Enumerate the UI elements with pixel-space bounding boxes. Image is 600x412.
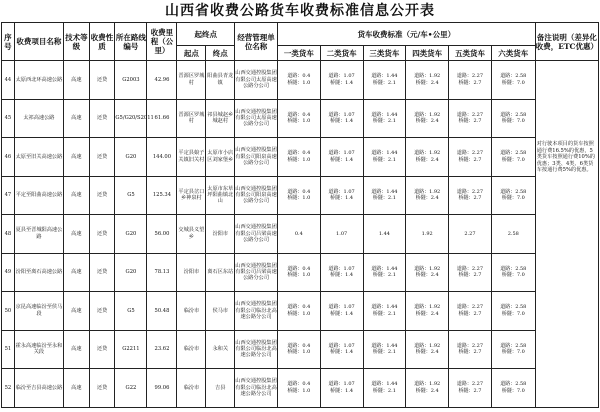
cell-fee-class-5 <box>449 138 492 177</box>
fee-road: 道路：0.4 <box>287 111 311 118</box>
cell-route: G5 <box>115 292 147 331</box>
fee-bridge: 桥隧：2.4 <box>415 156 439 163</box>
cell-fee-class-5 <box>449 61 492 100</box>
fee-road: 道路：2.27 <box>456 304 484 311</box>
fee-bridge: 桥隧：7.0 <box>501 310 525 317</box>
cell-fee-class-5 <box>449 99 492 138</box>
fee-road: 道路：1.07 <box>328 265 355 272</box>
fee-bridge: 桥隧：1.0 <box>287 272 311 279</box>
cell-fee-class-4 <box>406 138 449 177</box>
fee-bridge: 桥隧：1.0 <box>287 118 311 125</box>
fee-bridge: 桥隧：2.1 <box>372 272 396 279</box>
cell-start: 临汾市 <box>177 330 206 369</box>
fee-bridge: 桥隧：2.4 <box>415 195 439 202</box>
cell-mileage: 144.00 <box>147 138 177 177</box>
cell-route: G22 <box>115 369 147 408</box>
fee-road: 道路：2.27 <box>456 73 484 80</box>
fee-bridge: 桥隧：2.7 <box>458 349 482 356</box>
cell-fee-class-5 <box>449 292 492 331</box>
fee-road: 道路：1.07 <box>328 73 355 80</box>
cell-fee-class-3 <box>363 330 406 369</box>
cell-fee-class-2 <box>320 253 363 292</box>
fee-road: 道路：2.27 <box>456 265 484 272</box>
cell-fee-class-4 <box>406 330 449 369</box>
cell-project: 汾阳至离石高速公路 <box>14 253 63 292</box>
fee-bridge: 桥隧：1.4 <box>330 156 354 163</box>
fee-road: 0.4 <box>294 230 303 237</box>
cell-manager: 山西交通控股集团有限公司太原高速公路分公司 <box>235 61 278 100</box>
fee-road: 道路：1.44 <box>371 73 398 80</box>
fee-road: 道路：2.27 <box>456 381 484 388</box>
cell-no: 52 <box>2 369 15 408</box>
fee-bridge: 桥隧：1.0 <box>287 349 311 356</box>
cell-mileage: 99.06 <box>147 369 177 408</box>
cell-fee-class-4 <box>406 292 449 331</box>
fee-road: 道路：1.07 <box>328 111 355 118</box>
cell-grade: 高速 <box>64 215 90 254</box>
fee-road: 道路：1.07 <box>328 188 355 195</box>
fee-road: 道路：1.07 <box>328 304 355 311</box>
cell-fee-class-5 <box>449 330 492 369</box>
cell-fee-class-1 <box>277 369 320 408</box>
cell-fee-class-6 <box>491 138 535 177</box>
header-end: 终点 <box>206 46 235 61</box>
cell-project: 太原西北环高速公路 <box>14 61 63 100</box>
fee-bridge: 桥隧：2.7 <box>458 272 482 279</box>
cell-end: 吉县 <box>206 369 235 408</box>
fee-road: 道路：0.4 <box>287 188 311 195</box>
cell-end: 离石区东站 <box>206 253 235 292</box>
fee-bridge: 桥隧：2.7 <box>458 79 482 86</box>
fee-road: 道路：2.27 <box>456 111 484 118</box>
cell-mileage: 78.13 <box>147 253 177 292</box>
fee-bridge: 桥隧：2.7 <box>458 118 482 125</box>
fee-bridge: 桥隧：2.4 <box>415 387 439 394</box>
cell-no: 47 <box>2 176 15 215</box>
fee-road: 1.92 <box>421 230 433 237</box>
cell-fee-class-3 <box>363 138 406 177</box>
fee-road: 道路：1.92 <box>414 381 441 388</box>
cell-mileage: 23.62 <box>147 330 177 369</box>
header-no: 序号 <box>2 23 15 61</box>
header-manager: 经营管理单位名称 <box>235 23 278 61</box>
fee-road: 2.27 <box>464 230 476 237</box>
cell-fee-class-6 <box>491 369 535 408</box>
cell-project: 太祁高速公路 <box>14 99 63 138</box>
fee-bridge: 桥隧：2.7 <box>458 195 482 202</box>
fee-bridge: 桥隧：2.1 <box>372 349 396 356</box>
cell-manager: 山西交通控股集团有限公司太原高速公路分公司 <box>235 99 278 138</box>
cell-route: G20 <box>115 138 147 177</box>
cell-fee-class-2 <box>320 138 363 177</box>
fee-road: 道路：1.07 <box>328 342 355 349</box>
cell-fee-class-3 <box>363 253 406 292</box>
fee-road: 道路：1.44 <box>371 381 398 388</box>
fee-road: 道路：2.27 <box>456 188 484 195</box>
fee-bridge: 桥隧：7.0 <box>501 156 525 163</box>
fee-table <box>1 22 599 408</box>
fee-road: 道路：2.58 <box>500 342 527 349</box>
header-class-5: 五类货车 <box>449 46 492 61</box>
cell-fee-class-2 <box>320 369 363 408</box>
fee-bridge: 桥隧：1.0 <box>287 387 311 394</box>
cell-fee-class-4 <box>406 215 449 254</box>
cell-fee-class-2 <box>320 330 363 369</box>
cell-fee-class-2 <box>320 176 363 215</box>
cell-fee-class-4 <box>406 253 449 292</box>
fee-bridge: 桥隧：2.7 <box>458 387 482 394</box>
fee-bridge: 桥隧：1.4 <box>330 310 354 317</box>
cell-mileage: 50.48 <box>147 292 177 331</box>
cell-nature: 还贷 <box>89 292 115 331</box>
header-class-6: 六类货车 <box>491 46 535 61</box>
fee-road: 道路：2.58 <box>500 150 527 157</box>
cell-nature: 还贷 <box>89 176 115 215</box>
fee-bridge: 桥隧：2.1 <box>372 118 396 125</box>
fee-bridge: 桥隧：7.0 <box>501 272 525 279</box>
cell-route: G2211 <box>115 330 147 369</box>
cell-end: 汾阳市 <box>206 215 235 254</box>
fee-road: 道路：1.44 <box>371 111 398 118</box>
fee-road: 道路：2.58 <box>500 265 527 272</box>
cell-fee-class-4 <box>406 99 449 138</box>
cell-fee-class-2 <box>320 215 363 254</box>
header-remarks: 备注说明（差异化收费，ETC优惠） <box>535 23 598 61</box>
cell-nature: 还贷 <box>89 330 115 369</box>
cell-no: 46 <box>2 138 15 177</box>
cell-end: 太原市小店区刘家堡乡 <box>206 138 235 177</box>
cell-fee-class-3 <box>363 99 406 138</box>
cell-end: 永和关 <box>206 330 235 369</box>
fee-road: 道路：1.92 <box>414 188 441 195</box>
cell-no: 51 <box>2 330 15 369</box>
fee-road: 道路：1.44 <box>371 265 398 272</box>
cell-route: G2003 <box>115 61 147 100</box>
cell-fee-class-4 <box>406 61 449 100</box>
header-class-4: 四类货车 <box>406 46 449 61</box>
cell-manager: 山西交通控股集团有限公司阳泉高速公路分公司 <box>235 138 278 177</box>
fee-road: 道路：1.92 <box>414 265 441 272</box>
cell-no: 45 <box>2 99 15 138</box>
cell-start: 汾阳市 <box>177 253 206 292</box>
cell-grade: 高速 <box>64 292 90 331</box>
fee-road: 道路：1.92 <box>414 150 441 157</box>
fee-road: 道路：2.58 <box>500 73 527 80</box>
fee-road: 道路：0.4 <box>287 150 311 157</box>
table-row <box>2 253 599 292</box>
header-class-1: 一类货车 <box>277 46 320 61</box>
fee-road: 道路：0.4 <box>287 304 311 311</box>
table-row <box>2 292 599 331</box>
header-standard: 货车收费标准（元/车•公里） <box>277 23 535 46</box>
cell-fee-class-6 <box>491 61 535 100</box>
cell-end: 侯马市 <box>206 292 235 331</box>
cell-fee-class-3 <box>363 176 406 215</box>
header-start: 起点 <box>177 46 206 61</box>
cell-fee-class-3 <box>363 215 406 254</box>
cell-route: G5/G20/S2011 <box>115 99 147 138</box>
cell-no: 48 <box>2 215 15 254</box>
cell-grade: 高速 <box>64 253 90 292</box>
cell-fee-class-3 <box>363 61 406 100</box>
cell-route: G20 <box>115 253 147 292</box>
fee-road: 道路：1.44 <box>371 150 398 157</box>
cell-grade: 高速 <box>64 138 90 177</box>
header-class-2: 二类货车 <box>320 46 363 61</box>
cell-fee-class-3 <box>363 292 406 331</box>
fee-bridge: 桥隧：1.0 <box>287 310 311 317</box>
cell-fee-class-6 <box>491 215 535 254</box>
fee-road: 道路：2.58 <box>500 111 527 118</box>
fee-bridge: 桥隧：2.1 <box>372 156 396 163</box>
header-class-3: 三类货车 <box>363 46 406 61</box>
cell-fee-class-6 <box>491 253 535 292</box>
cell-nature: 还贷 <box>89 99 115 138</box>
cell-fee-class-5 <box>449 369 492 408</box>
fee-bridge: 桥隧：1.4 <box>330 272 354 279</box>
cell-start: 临汾市 <box>177 292 206 331</box>
cell-fee-class-1 <box>277 61 320 100</box>
fee-bridge: 桥隧：7.0 <box>501 79 525 86</box>
header-route: 所在路线编号 <box>115 23 147 61</box>
cell-fee-class-3 <box>363 369 406 408</box>
fee-bridge: 桥隧：7.0 <box>501 349 525 356</box>
cell-fee-class-1 <box>277 253 320 292</box>
cell-nature: 还贷 <box>89 253 115 292</box>
cell-fee-class-1 <box>277 215 320 254</box>
header-mileage: 收费里程（公里） <box>147 23 177 61</box>
header-project: 收费项目名称 <box>14 23 63 61</box>
cell-mileage: 42.96 <box>147 61 177 100</box>
cell-nature: 还贷 <box>89 215 115 254</box>
cell-fee-class-1 <box>277 330 320 369</box>
cell-fee-class-6 <box>491 330 535 369</box>
cell-project: 霍永高速临汾至永和关段 <box>14 330 63 369</box>
table-row <box>2 176 599 215</box>
page-title: 山西省收费公路货车收费标准信息公开表 <box>165 3 435 19</box>
cell-end: 太原市东草坪阳曲镇北山 <box>206 176 235 215</box>
cell-fee-class-2 <box>320 99 363 138</box>
header-endpoints: 起终点 <box>177 23 235 46</box>
cell-manager: 山西交通控股集团有限公司阳泉高速公路分公司 <box>235 176 278 215</box>
fee-bridge: 桥隧：2.1 <box>372 387 396 394</box>
table-row <box>2 330 599 369</box>
cell-start: 平定县娘子关镇旧关村 <box>177 138 206 177</box>
fee-bridge: 桥隧：1.0 <box>287 79 311 86</box>
header-grade: 技术等级 <box>64 23 90 61</box>
cell-mileage: 61.66 <box>147 99 177 138</box>
cell-start: 晋源区罗城村 <box>177 99 206 138</box>
remarks-note: 对行驶本项目的货车按照通行费16.5%的优惠，5类货车按照通行费10%的优惠；3类、4类、6类货车按通行费5%的优惠。 <box>535 61 598 408</box>
fee-road: 道路：1.92 <box>414 73 441 80</box>
cell-manager: 山西交通控股集团有限公司临汾北高速公路分公司 <box>235 292 278 331</box>
fee-bridge: 桥隧：2.1 <box>372 79 396 86</box>
cell-project: 太原至旧关高速公路 <box>14 138 63 177</box>
fee-bridge: 桥隧：1.4 <box>330 195 354 202</box>
cell-mileage: 125.34 <box>147 176 177 215</box>
fee-bridge: 桥隧：2.4 <box>415 118 439 125</box>
cell-fee-class-6 <box>491 292 535 331</box>
fee-bridge: 桥隧：7.0 <box>501 387 525 394</box>
fee-road: 道路：0.4 <box>287 381 311 388</box>
fee-road: 道路：0.4 <box>287 73 311 80</box>
fee-road: 道路：2.27 <box>456 342 484 349</box>
cell-grade: 高速 <box>64 61 90 100</box>
cell-fee-class-4 <box>406 176 449 215</box>
cell-end: 祁县城赵乡城赵村 <box>206 99 235 138</box>
fee-road: 道路：2.58 <box>500 381 527 388</box>
fee-bridge: 桥隧：2.4 <box>415 272 439 279</box>
fee-road: 道路：1.92 <box>414 111 441 118</box>
cell-grade: 高速 <box>64 176 90 215</box>
cell-nature: 还贷 <box>89 369 115 408</box>
cell-nature: 还贷 <box>89 138 115 177</box>
cell-grade: 高速 <box>64 330 90 369</box>
fee-road: 2.58 <box>507 230 519 237</box>
cell-fee-class-1 <box>277 176 320 215</box>
cell-fee-class-6 <box>491 99 535 138</box>
fee-bridge: 桥隧：1.4 <box>330 387 354 394</box>
cell-fee-class-1 <box>277 99 320 138</box>
cell-fee-class-5 <box>449 176 492 215</box>
cell-fee-class-5 <box>449 215 492 254</box>
cell-manager: 山西交通控股集团有限公司临汾北高速公路分公司 <box>235 369 278 408</box>
cell-fee-class-5 <box>449 253 492 292</box>
cell-route: G20 <box>115 215 147 254</box>
fee-road: 道路：0.4 <box>287 265 311 272</box>
cell-start: 交城县义望乡 <box>177 215 206 254</box>
cell-route: G5 <box>115 176 147 215</box>
table-row <box>2 369 599 408</box>
cell-project: 平定至阳曲高速公路 <box>14 176 63 215</box>
cell-manager: 山西交通控股集团有限公司吕梁高速公路分公司 <box>235 253 278 292</box>
cell-project: 京昆高速临汾至侯马段 <box>14 292 63 331</box>
fee-bridge: 桥隧：1.4 <box>330 79 354 86</box>
cell-fee-class-2 <box>320 292 363 331</box>
fee-road: 1.44 <box>378 230 390 237</box>
fee-bridge: 桥隧：2.4 <box>415 349 439 356</box>
cell-end: 阳曲县青龙镇 <box>206 61 235 100</box>
fee-road: 道路：0.4 <box>287 342 311 349</box>
fee-bridge: 桥隧：2.4 <box>415 310 439 317</box>
fee-bridge: 桥隧：2.1 <box>372 195 396 202</box>
cell-manager: 山西交通控股集团有限公司临汾北高速公路分公司 <box>235 330 278 369</box>
fee-bridge: 桥隧：1.0 <box>287 195 311 202</box>
cell-start: 晋源区罗城村 <box>177 61 206 100</box>
table-row <box>2 99 599 138</box>
cell-mileage: 56.00 <box>147 215 177 254</box>
cell-manager: 山西交通控股集团有限公司吕梁高速公路分公司 <box>235 215 278 254</box>
table-row <box>2 138 599 177</box>
cell-fee-class-6 <box>491 176 535 215</box>
cell-project: 夏县至晋城阳高速公路 <box>14 215 63 254</box>
cell-start: 平定县岔口乡神泉村 <box>177 176 206 215</box>
cell-nature: 还贷 <box>89 61 115 100</box>
header-nature: 收费性质 <box>89 23 115 61</box>
fee-road: 道路：1.44 <box>371 188 398 195</box>
fee-road: 道路：2.58 <box>500 188 527 195</box>
cell-fee-class-1 <box>277 138 320 177</box>
fee-road: 道路：1.44 <box>371 342 398 349</box>
fee-bridge: 桥隧：2.7 <box>458 310 482 317</box>
fee-road: 道路：2.27 <box>456 150 484 157</box>
fee-bridge: 桥隧：7.0 <box>501 195 525 202</box>
cell-no: 49 <box>2 253 15 292</box>
fee-bridge: 桥隧：1.4 <box>330 118 354 125</box>
cell-no: 50 <box>2 292 15 331</box>
fee-road: 道路：1.44 <box>371 304 398 311</box>
fee-bridge: 桥隧：1.4 <box>330 349 354 356</box>
fee-road: 道路：1.92 <box>414 304 441 311</box>
cell-fee-class-1 <box>277 292 320 331</box>
fee-bridge: 桥隧：2.1 <box>372 310 396 317</box>
fee-road: 道路：1.92 <box>414 342 441 349</box>
cell-fee-class-4 <box>406 369 449 408</box>
cell-grade: 高速 <box>64 99 90 138</box>
table-row <box>2 215 599 254</box>
fee-bridge: 桥隧：7.0 <box>501 118 525 125</box>
cell-project: 临汾至吉县高速公路 <box>14 369 63 408</box>
fee-road: 道路：1.07 <box>328 381 355 388</box>
fee-bridge: 桥隧：2.7 <box>458 156 482 163</box>
fee-bridge: 桥隧：2.4 <box>415 79 439 86</box>
fee-road: 1.07 <box>336 230 348 237</box>
cell-grade: 高速 <box>64 369 90 408</box>
fee-road: 道路：2.58 <box>500 304 527 311</box>
cell-fee-class-2 <box>320 61 363 100</box>
cell-no: 44 <box>2 61 15 100</box>
table-row <box>2 61 599 100</box>
cell-start: 临汾市 <box>177 369 206 408</box>
fee-road: 道路：1.07 <box>328 150 355 157</box>
fee-bridge: 桥隧：1.0 <box>287 156 311 163</box>
